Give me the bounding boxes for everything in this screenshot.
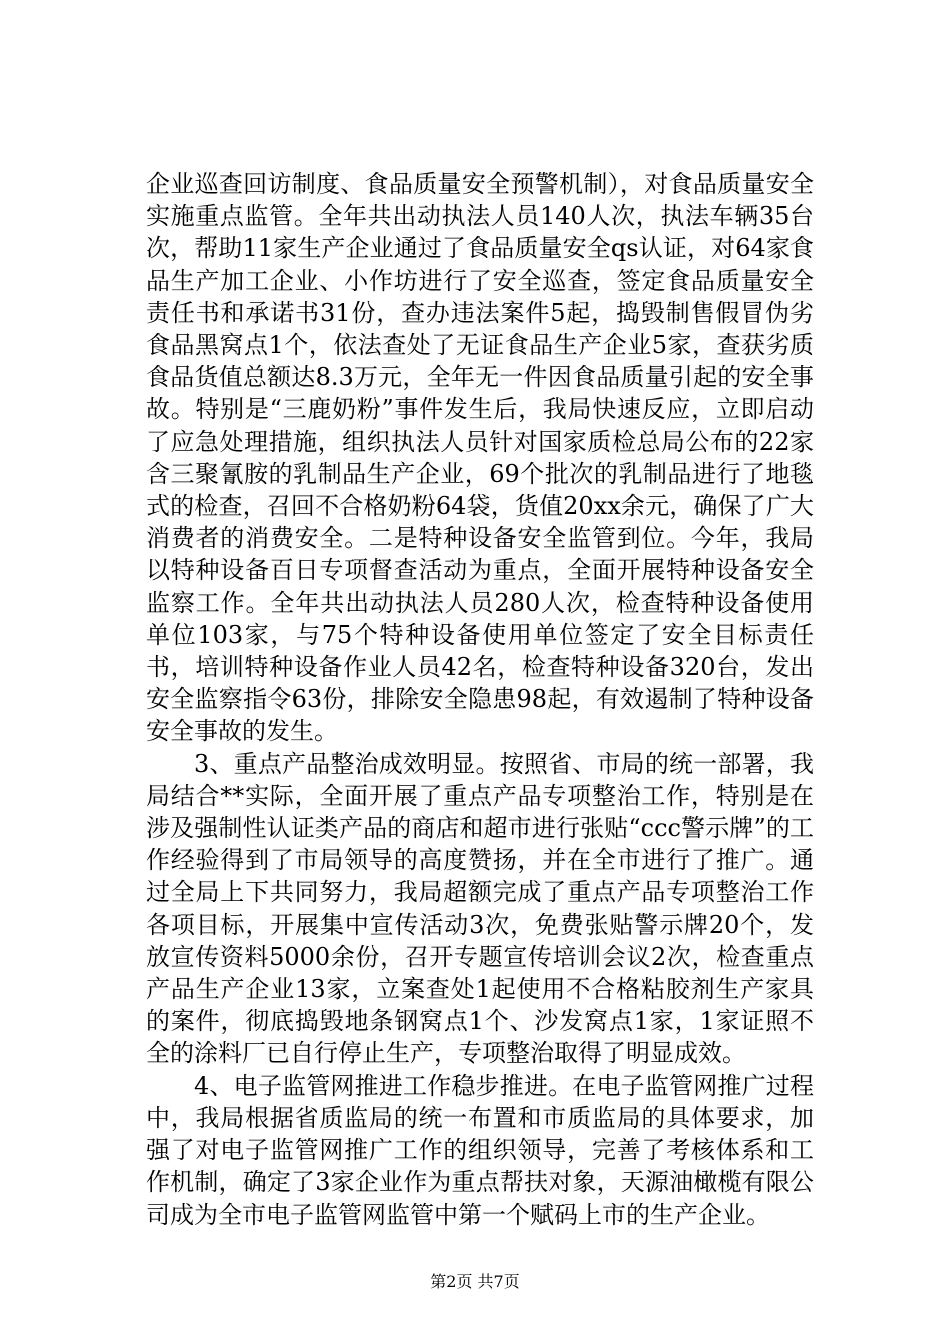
document-body [146,168,814,1231]
body-paragraph-e-supervision: 4、电子监管网推进工作稳步推进。在电子监管网推广过程中，我局根据省质监局的统一布置和市质监局的具体要求，加强了对电子监管网推广工作的组织领导，完善了考核体系和工作机制，确定了3家企业作为重点帮扶对象，天源油橄榄有限公司成为全市电子监管网监管中第一个赋码上市的生产企业。 [146,1071,814,1229]
page-number-footer: 第2页 共7页 [430,1272,520,1291]
body-paragraph-food-safety: 企业巡查回访制度、食品质量安全预警机制），对食品质量安全实施重点监管。全年共出动执法人员140人次，执法车辆35台次，帮助11家生产企业通过了食品质量安全qs认证，对64家食品生产加工企业、小作坊进行了安全巡查，签定食品质量安全责任书和承诺书31份，查办违法案件5起，捣毁制售假冒伪劣食品黑窝点1个，依法查处了无证食品生产企业5家，查获劣质食品货值总额达8.3万元，全年无一件因食品质量引起的安全事故。特别是“三鹿奶粉”事件发生后，我局快速反应，立即启动了应急处理措施，组织执法人员针对国家质检总局公布的22家含三聚氰胺的乳制品生产企业，69个批次的乳制品进行了地毯式的检查，召回不合格奶粉64袋，货值20xx余元，确保了广大消费者的消费安全。二是特种设备安全监管到位。今年，我局以特种设备百日专项督查活动为重点，全面开展特种设备安全监察工作。全年共出动执法人员280人次，检查特种设备使用单位103家，与75个特种设备使用单位签定了安全目标责任书，培训特种设备作业人员42名，检查特种设备320台，发出安全监察指令63份，排除安全隐患98起，有效遏制了特种设备安全事故的发生。 [146,170,814,746]
body-paragraph-key-products: 3、重点产品整治成效明显。按照省、市局的统一部署，我局结合**实际，全面开展了重点产品专项整治工作，特别是在涉及强制性认证类产品的商店和超市进行张贴“ccc警示牌”的工作经验得到了市局领导的高度赞扬，并在全市进行了推广。通过全局上下共同努力，我局超额完成了重点产品专项整治工作各项目标，开展集中宣传活动3次，免费张贴警示牌20个，发放宣传资料5000余份，召开专题宣传培训会议2次，检查重点产品生产企业13家，立案查处1起使用不合格粘胶剂生产家具的案件，彻底捣毁地条钢窝点1个、沙发窝点1家，1家证照不全的涂料厂已自行停止生产，专项整治取得了明显成效。 [146,749,814,1068]
